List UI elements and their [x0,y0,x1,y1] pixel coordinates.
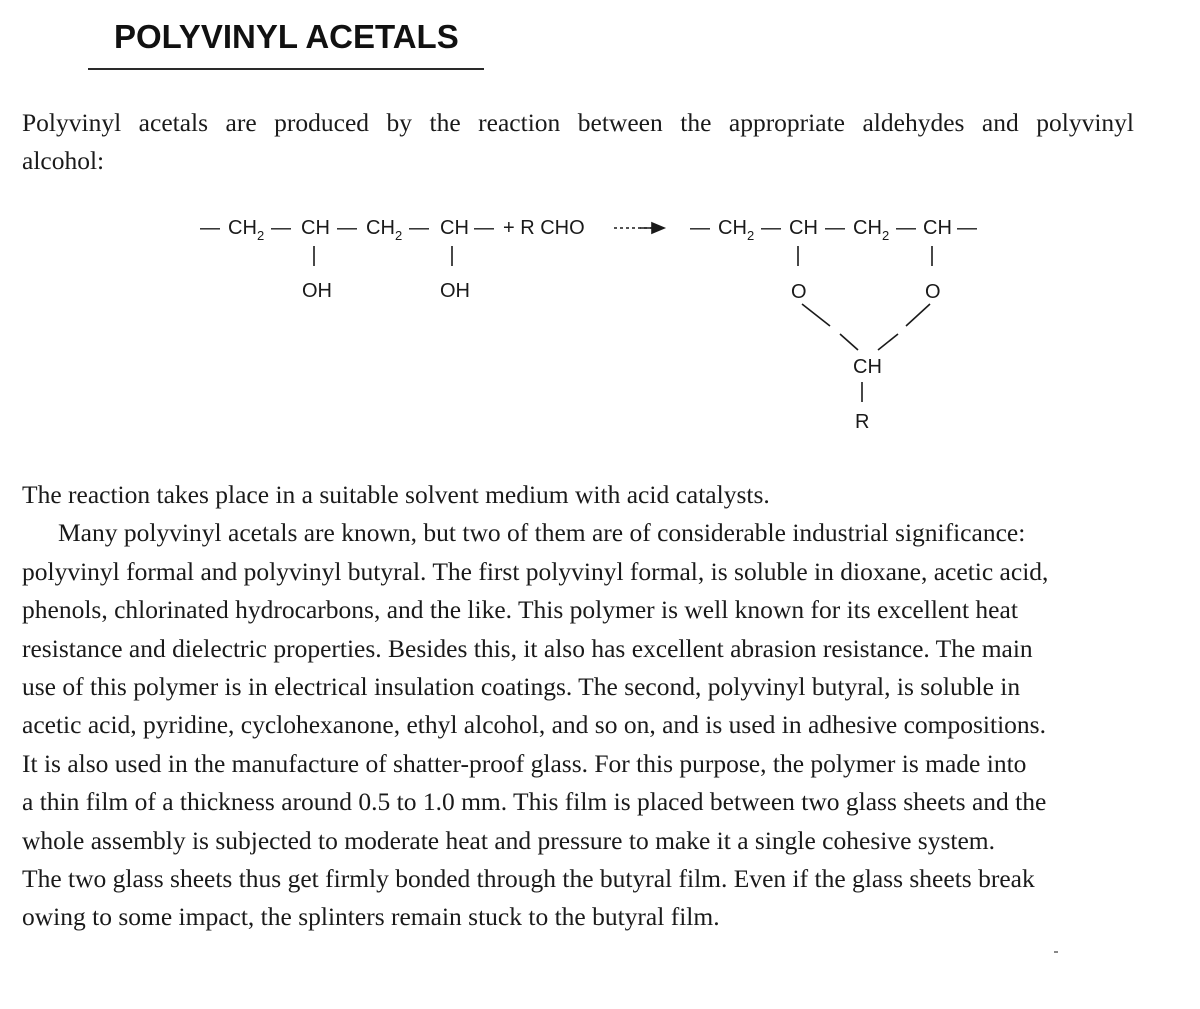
product-ch-b: CH [923,217,952,239]
product-bond-2: — [761,217,781,239]
body-line-12: owing to some impact, the splinters remain stuck to the butyral film. [22,902,720,932]
reactant-ch2-b: CH [366,217,395,239]
reactant-bond-3: — [337,217,357,239]
reactant-oh-b: OH [440,280,470,302]
body-line-7: acetic acid, pyridine, cyclohexanone, ethyl alcohol, and so on, and is used in adhesive compositions. [22,710,1046,740]
product-oxygen-a: O [791,281,807,303]
body-line-4: phenols, chlorinated hydrocarbons, and the like. This polymer is well known for its excellent heat [22,595,1018,625]
body-line-5: resistance and dielectric properties. Besides this, it also has excellent abrasion resistance. The main [22,633,1033,663]
product-polyvinyl-acetal [690,217,977,433]
reaction-scheme [0,190,1200,450]
product-ch-a: CH [789,217,818,239]
body-line-3: polyvinyl formal and polyvinyl butyral. The first polyvinyl formal, is soluble in dioxane, acetic acid, [22,556,1049,586]
reactant-bond-1: — [200,217,220,239]
product-ring-bond-right-upper [906,304,930,326]
product-ch2-a: CH [718,217,747,239]
scan-speck [1054,951,1058,953]
reaction-arrow [614,223,664,233]
reactant-ch2-a-subscript: 2 [257,228,265,243]
product-oxygen-b: O [925,281,941,303]
reactant-polyvinyl-alcohol [200,217,494,302]
body-paragraph [22,476,1158,937]
product-ch-center: CH [853,356,882,378]
body-line-2: Many polyvinyl acetals are known, but two of them are of considerable industrial significance: [58,518,1026,548]
product-ch2-b: CH [853,217,882,239]
reactant-bond-5: — [474,217,494,239]
product-ch2-a-subscript: 2 [747,228,755,243]
intro-paragraph [22,104,1134,181]
body-line-6: use of this polymer is in electrical insulation coatings. The second, polyvinyl butyral, is soluble in [22,672,1021,702]
product-r-group: R [855,411,870,433]
title-underline [88,68,484,70]
page-title: POLYVINYL ACETALS [114,18,459,55]
body-line-8: It is also used in the manufacture of shatter-proof glass. For this purpose, the polymer is made into [22,748,1027,778]
product-bond-5: — [957,217,977,239]
intro-line-2: alcohol: [22,146,105,176]
reactant-bond-2: — [271,217,291,239]
reactant-ch-b: CH [440,217,469,239]
product-bond-1: — [690,217,710,239]
reactant-bond-4: — [409,217,429,239]
product-bond-4: — [896,217,916,239]
reagent-aldehyde: + R CHO [503,217,585,239]
product-ring-bond-right-lower [878,334,898,350]
reactant-ch2-b-subscript: 2 [395,228,403,243]
reactant-oh-a: OH [302,280,332,302]
reactant-ch-a: CH [301,217,330,239]
body-line-11: The two glass sheets thus get firmly bonded through the butyral film. Even if the glass sheets break [22,864,1035,894]
reaction-arrow-head [652,223,664,233]
body-line-1: The reaction takes place in a suitable solvent medium with acid catalysts. [22,480,770,509]
body-line-9: a thin film of a thickness around 0.5 to 1.0 mm. This film is placed between two glass sheets and the [22,787,1047,817]
product-bond-3: — [825,217,845,239]
reactant-ch2-a: CH [228,217,257,239]
body-line-10: whole assembly is subjected to moderate heat and pressure to make it a single cohesive system. [22,825,995,855]
product-ring-bond-left-upper [802,304,830,326]
product-ring-bond-left-lower [840,334,858,350]
product-ch2-b-subscript: 2 [882,228,890,243]
intro-line-1: Polyvinyl acetals are produced by the reaction between the appropriate aldehydes and polyvinyl [22,108,1134,137]
